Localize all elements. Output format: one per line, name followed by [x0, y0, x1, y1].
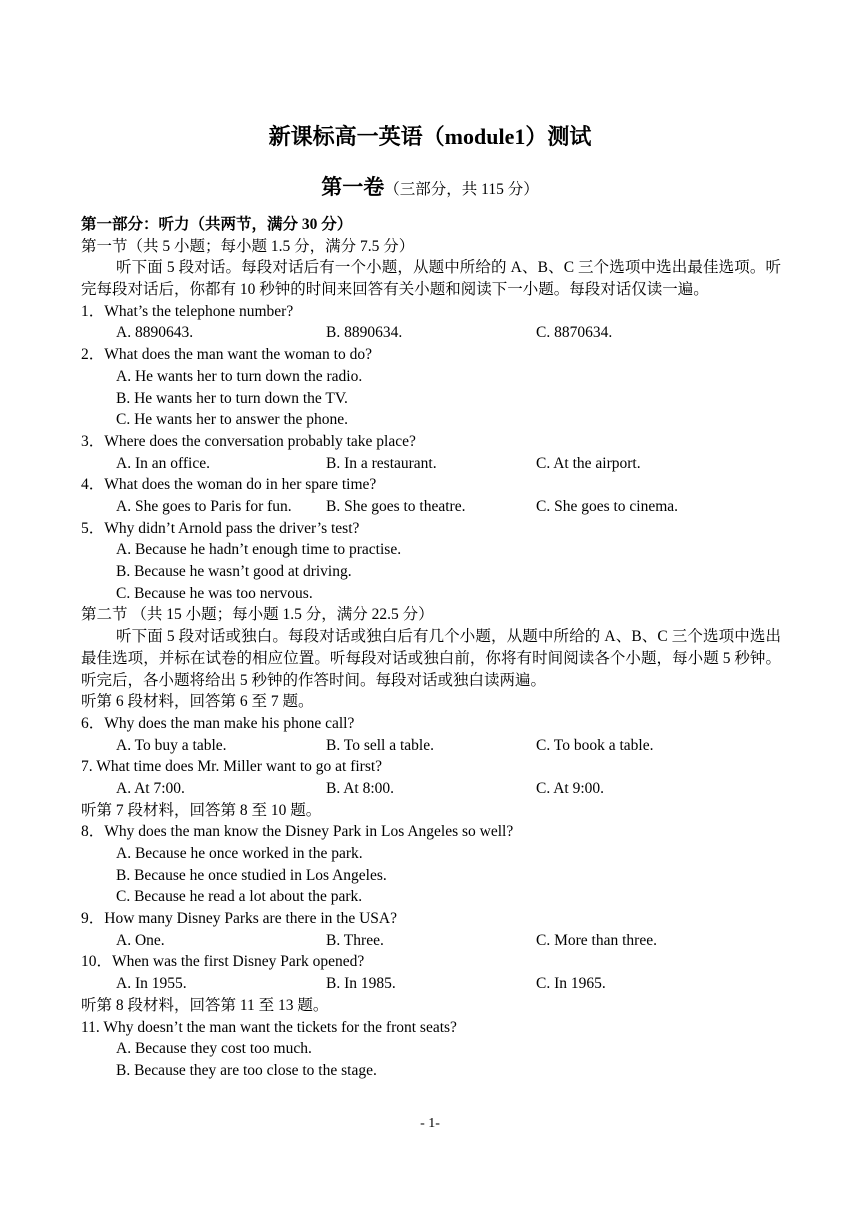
option-c: C. 8870634.	[536, 324, 613, 342]
option-a: A. Because they cost too much.	[116, 1040, 312, 1058]
option-b: B. Three.	[326, 931, 384, 949]
question-4: 4．What does the woman do in her spare time?	[81, 476, 377, 494]
page-title: 新课标高一英语（module1）测试	[268, 124, 592, 149]
question-4-options	[81, 496, 781, 518]
material-7-note: 听第 7 段材料，回答第 8 至 10 题。	[81, 801, 322, 819]
option-a: A. In an office.	[116, 454, 210, 472]
question-10: 10．When was the first Disney Park opened?	[81, 953, 365, 971]
option-c: C. At 9:00.	[536, 779, 605, 797]
exam-content	[81, 214, 781, 1082]
question-7-options	[81, 778, 781, 800]
option-c: C. In 1965.	[536, 975, 606, 993]
question-9-options	[81, 930, 781, 952]
question-1: 1．What’s the telephone number?	[81, 302, 294, 320]
option-b: B. To sell a table.	[326, 736, 434, 754]
option-a: A. One.	[116, 931, 165, 949]
material-8-note: 听第 8 段材料，回答第 11 至 13 题。	[81, 996, 329, 1014]
option-a: A. 8890643.	[116, 324, 194, 342]
option-b: B. Because they are too close to the stage.	[116, 1061, 377, 1079]
option-a: A. He wants her to turn down the radio.	[116, 367, 363, 385]
question-9: 9．How many Disney Parks are there in the USA?	[81, 910, 397, 928]
option-a: A. At 7:00.	[116, 779, 185, 797]
option-a: A. She goes to Paris for fun.	[116, 497, 292, 515]
part1-heading: 第一部分：听力（共两节，满分 30 分）	[81, 216, 353, 233]
question-3: 3．Where does the conversation probably take place?	[81, 432, 416, 450]
option-c: C. At the airport.	[536, 454, 641, 472]
section1-heading: 第一节（共 5 小题；每小题 1.5 分，满分 7.5 分）	[81, 237, 415, 255]
option-b: B. In a restaurant.	[326, 454, 437, 472]
option-a: A. Because he hadn’t enough time to practise.	[116, 541, 402, 559]
page-number: - 1-	[420, 1116, 440, 1131]
section1-instruction: 听下面 5 段对话。每段对话后有一个小题，从题中所给的 A、B、C 三个选项中选出最佳选项。听完每段对话后，你都有 10 秒钟的时间来回答有关小题和阅读下一小题。每段对话仅读一遍。	[81, 259, 781, 299]
question-8: 8．Why does the man know the Disney Park in Los Angeles so well?	[81, 823, 514, 841]
option-c: C. She goes to cinema.	[536, 497, 679, 515]
question-1-options	[81, 322, 781, 344]
question-7: 7. What time does Mr. Miller want to go at first?	[81, 758, 383, 776]
option-a: A. To buy a table.	[116, 736, 227, 754]
question-5: 5．Why didn’t Arnold pass the driver’s test?	[81, 519, 360, 537]
question-10-options	[81, 973, 781, 995]
volume-note: （三部分，共 115 分）	[384, 181, 539, 198]
material-6-note: 听第 6 段材料，回答第 6 至 7 题。	[81, 693, 314, 711]
option-b: B. Because he wasn’t good at driving.	[116, 563, 352, 581]
option-a: A. Because he once worked in the park.	[116, 845, 363, 863]
option-b: B. She goes to theatre.	[326, 497, 466, 515]
volume-title: 第一卷	[321, 175, 385, 199]
option-c: C. He wants her to answer the phone.	[116, 411, 349, 429]
question-2: 2．What does the man want the woman to do?	[81, 346, 372, 364]
option-a: A. In 1955.	[116, 975, 187, 993]
option-c: C. To book a table.	[536, 736, 654, 754]
question-3-options	[81, 453, 781, 475]
question-6-options	[81, 735, 781, 757]
option-b: B. In 1985.	[326, 975, 396, 993]
option-c: C. Because he read a lot about the park.	[116, 888, 363, 906]
option-c: C. More than three.	[536, 931, 657, 949]
option-b: B. At 8:00.	[326, 779, 395, 797]
section2-instruction: 听下面 5 段对话或独白。每段对话或独白后有几个小题，从题中所给的 A、B、C 三个选项中选出最佳选项，并标在试卷的相应位置。听每段对话或独白前，你将有时间阅读各个小题，每小题 5 秒钟。听完后，各小题将给出 5 秒钟的作答时间。每段对话或独白读两遍。	[81, 628, 781, 689]
question-11: 11. Why doesn’t the man want the tickets for the front seats?	[81, 1018, 457, 1036]
volume-heading	[0, 172, 860, 205]
section2-heading: 第二节 （共 15 小题；每小题 1.5 分，满分 22.5 分）	[81, 606, 434, 624]
question-6: 6．Why does the man make his phone call?	[81, 714, 355, 732]
option-b: B. He wants her to turn down the TV.	[116, 389, 348, 407]
option-b: B. 8890634.	[326, 324, 403, 342]
option-b: B. Because he once studied in Los Angeles.	[116, 866, 387, 884]
option-c: C. Because he was too nervous.	[116, 584, 313, 602]
